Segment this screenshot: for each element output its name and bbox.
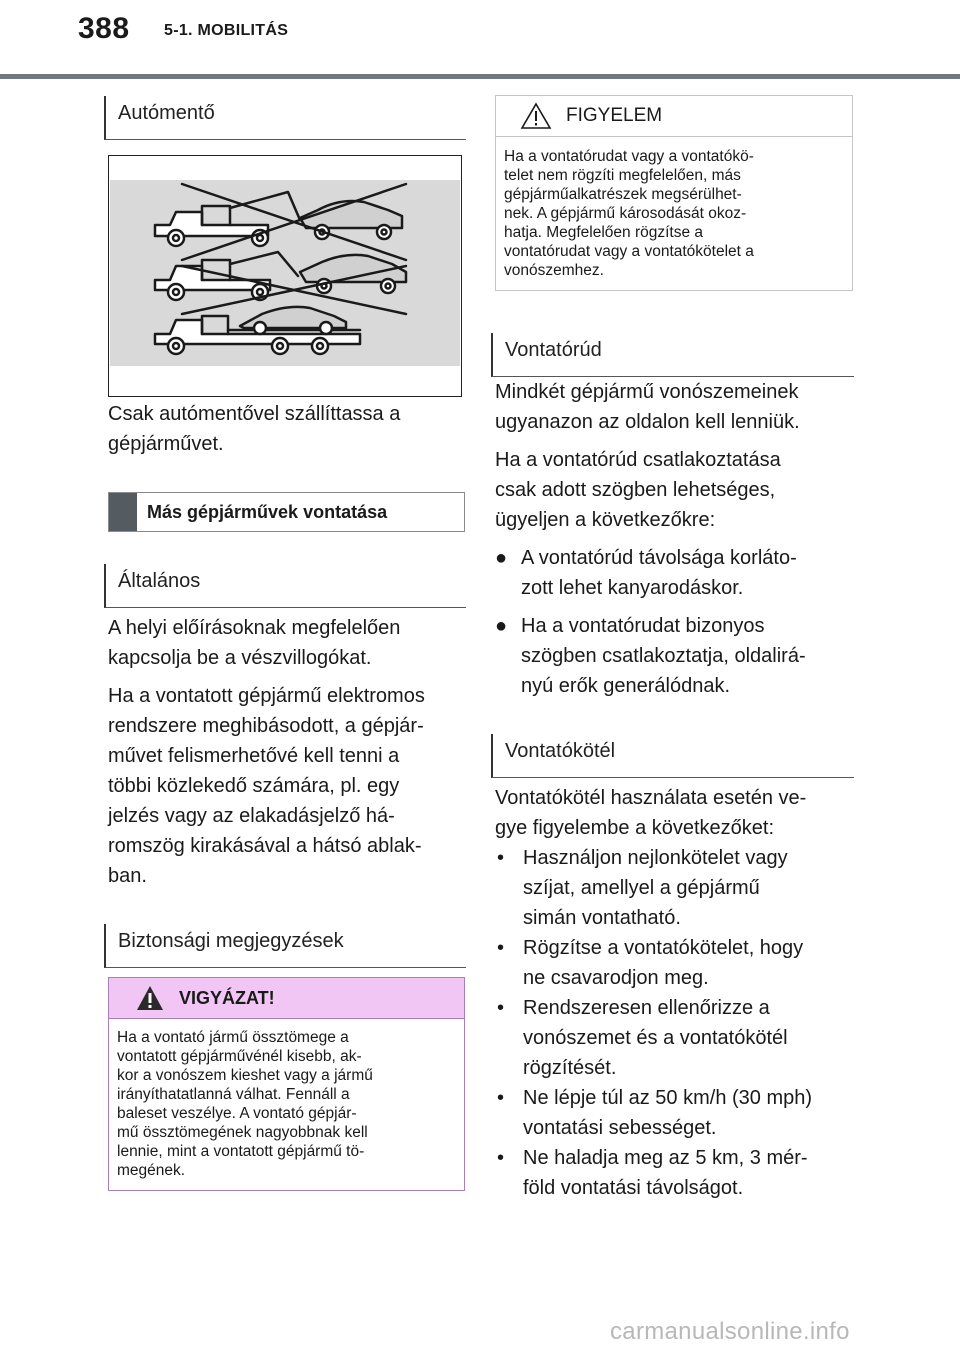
notice-header <box>496 96 852 137</box>
paragraph-line: többi közlekedő számára, pl. egy <box>108 775 400 797</box>
paragraph-line: A helyi előírásoknak megfelelően <box>108 617 401 639</box>
paragraph-line: gépjárművet. <box>108 433 224 455</box>
notice-line: Ha a vontatórudat vagy a vontatókö- <box>504 148 754 165</box>
paragraph-line: csak adott szögben lehetséges, <box>495 479 776 501</box>
paragraph-line: jelzés vagy az elakadásjelző há- <box>108 805 395 827</box>
general-text <box>108 613 463 891</box>
warning-triangle-icon <box>135 984 165 1012</box>
tow-row-1 <box>155 192 402 246</box>
paragraph-line: Ha a vontatott gépjármű elektromos <box>108 685 425 707</box>
warning-triangle-icon <box>520 102 552 130</box>
notice-line: nek. A gépjármű károsodását okoz- <box>504 205 747 222</box>
page-number: 388 <box>78 12 130 45</box>
notice-title: FIGYELEM <box>566 105 663 126</box>
dot-bullet-icon: • <box>497 847 505 869</box>
towbar-text <box>495 377 851 701</box>
watermark: carmanualsonline.info <box>610 1318 850 1345</box>
caution-line: baleset veszélye. A vontató gépjár- <box>117 1105 357 1122</box>
caution-line: Ha a vontató jármű össztömege a <box>117 1029 349 1046</box>
caution-line: megének. <box>117 1162 186 1179</box>
caution-line: lennie, mint a vontatott gépjármű tö- <box>117 1143 365 1160</box>
section-heading: Más gépjárművek vontatása <box>108 492 465 532</box>
rope-text <box>495 783 851 1203</box>
rope-heading: Vontatókötél <box>491 734 854 778</box>
tow-truck-figure <box>110 180 460 366</box>
paragraph-line: Csak autómentővel szállíttassa a <box>108 403 401 425</box>
dot-bullet-icon: • <box>497 937 505 959</box>
caution-header <box>109 978 464 1019</box>
paragraph-line: művet felismerhetővé kell tenni a <box>108 745 400 767</box>
notice-line: vontatórudat vagy a vontatókötelet a <box>504 243 754 260</box>
list-item: • Használjon nejlonkötelet vagy szíjat, amellyel a gépjármű simán vontatható. <box>495 843 851 933</box>
paragraph-line: Vontatókötél használata esetén ve- <box>495 787 807 809</box>
paragraph-line: kapcsolja be a vészvillogókat. <box>108 647 372 669</box>
caution-line: kor a vonószem kieshet vagy a jármű <box>117 1067 373 1084</box>
paragraph-line: Mindkét gépjármű vonószemeinek <box>495 381 799 403</box>
paragraph-line: gye figyelembe a következőket: <box>495 817 775 839</box>
towing-illustration <box>108 155 462 397</box>
bullet-icon: ● <box>495 547 508 569</box>
dot-bullet-icon: • <box>497 997 505 1019</box>
header-rule <box>0 74 960 79</box>
safety-heading: Biztonsági megjegyzések <box>104 924 466 968</box>
notice-line: vonószemhez. <box>504 262 604 279</box>
tow-truck-heading: Autómentő <box>104 96 466 140</box>
paragraph-line: romszög kirakásával a hátsó ablak- <box>108 835 422 857</box>
paragraph-line: ban. <box>108 865 147 887</box>
general-heading: Általános <box>104 564 466 608</box>
list-item: • Ne lépje túl az 50 km/h (30 mph) vontatási sebességet. <box>495 1083 851 1143</box>
paragraph-line: ugyanazon az oldalon kell lenniük. <box>495 411 800 433</box>
list-item: • Ne haladja meg az 5 km, 3 mér- föld vontatási távolságot. <box>495 1143 851 1203</box>
towbar-heading: Vontatórúd <box>491 333 854 377</box>
paragraph-line: ügyeljen a következőkre: <box>495 509 716 531</box>
caution-line: mű össztömegének nagyobbnak kell <box>117 1124 368 1141</box>
notice-line: hatja. Megfelelően rögzítse a <box>504 224 704 241</box>
caution-box <box>108 977 465 1191</box>
dot-bullet-icon: • <box>497 1147 505 1169</box>
notice-box <box>495 95 853 291</box>
list-item: ● A vontatórúd távolsága korláto- zott lehet kanyarodáskor. <box>495 543 851 603</box>
list-item: • Rögzítse a vontatókötelet, hogy ne csavarodjon meg. <box>495 933 851 993</box>
list-item: • Rendszeresen ellenőrizze a vonószemet és a vontatókötél rögzítését. <box>495 993 851 1083</box>
paragraph-line: Ha a vontatórúd csatlakoztatása <box>495 449 781 471</box>
chapter-title: 5-1. MOBILITÁS <box>164 22 289 39</box>
caution-body <box>109 1019 464 1190</box>
bullet-icon: ● <box>495 615 508 637</box>
notice-body <box>496 137 852 290</box>
caution-line: vontatott gépjárművénél kisebb, ak- <box>117 1048 362 1065</box>
tow-truck-text <box>108 399 460 459</box>
paragraph-line: rendszere meghibásodott, a gépjár- <box>108 715 424 737</box>
list-item: ● Ha a vontatórudat bizonyos szögben csatlakoztatja, oldalirá- nyú erők generálódnak. <box>495 611 851 701</box>
notice-line: telet nem rögzíti megfelelően, más <box>504 167 741 184</box>
caution-title: VIGYÁZAT! <box>179 987 275 1008</box>
dot-bullet-icon: • <box>497 1087 505 1109</box>
notice-line: gépjárműalkatrészek megsérülhet- <box>504 186 742 203</box>
caution-line: irányíthatatlanná válhat. Fennáll a <box>117 1086 350 1103</box>
section-marker <box>109 493 137 531</box>
